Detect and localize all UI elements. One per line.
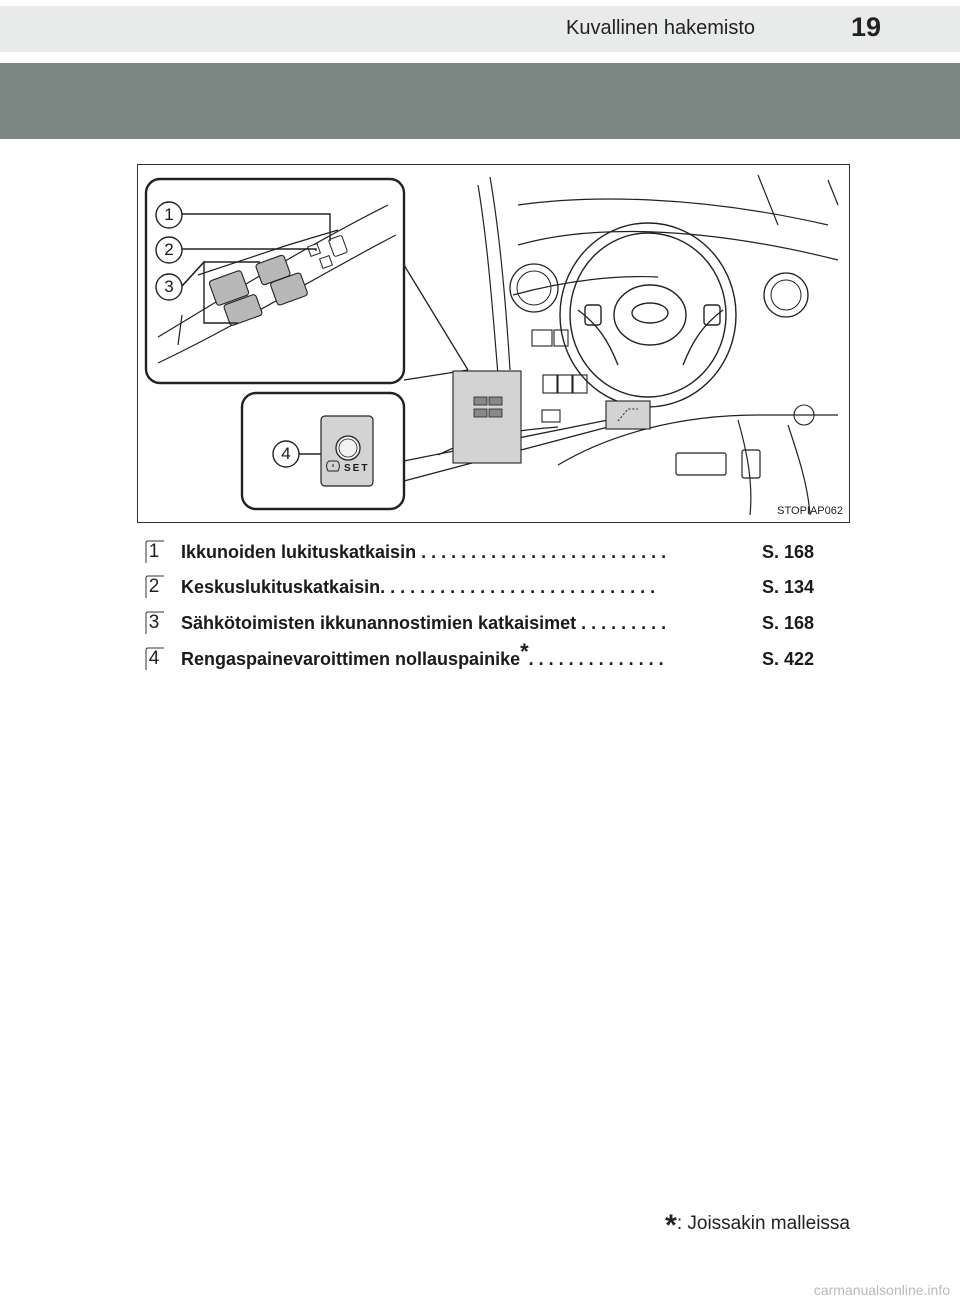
list-item[interactable] <box>140 538 820 566</box>
callout-label-3: 3 <box>164 277 174 296</box>
list-item[interactable] <box>140 639 820 673</box>
item-page-ref[interactable]: S. 168 <box>761 613 814 633</box>
item-number-badge <box>144 539 166 565</box>
item-page-ref[interactable]: S. 422 <box>761 649 814 669</box>
watermark: carmanualsonline.info <box>813 1282 950 1298</box>
item-number-badge <box>144 610 166 636</box>
callout-label-4: 4 <box>281 444 291 463</box>
item-number-badge <box>144 646 166 672</box>
item-label: Ikkunoiden lukituskatkaisin . . . . . . . . . . . . . . . . . . . . . . . . . <box>181 542 667 562</box>
item-number: 3 <box>148 612 160 633</box>
item-number-badge <box>144 574 166 600</box>
callout-label-1: 1 <box>164 205 174 224</box>
list-item[interactable] <box>140 609 820 637</box>
dashboard-drawing <box>138 165 849 522</box>
item-label-text: Rengaspainevaroittimen nollauspainike <box>181 649 521 669</box>
vent-right-inner <box>771 280 801 310</box>
header-band <box>0 63 960 139</box>
item-label-text: Sähkötoimisten ikkunannostimien katkaisimet <box>181 613 577 633</box>
connector-line-upper <box>404 265 468 370</box>
item-number: 2 <box>148 576 160 597</box>
page-number: 19 <box>851 12 882 42</box>
item-asterisk: * <box>520 639 529 664</box>
item-number: 4 <box>148 648 160 669</box>
footnote-star: * <box>665 1209 677 1242</box>
item-label: Keskuslukituskatkaisin. . . . . . . . . . . . . . . . . . . . . . . . . . . . <box>181 577 656 597</box>
dashboard-illustration <box>137 164 850 523</box>
list-item[interactable] <box>140 573 820 601</box>
figure-code: STOPIAP062 <box>777 505 843 517</box>
dashboard-lines <box>438 175 838 515</box>
pedal-brake <box>676 453 726 475</box>
item-label: Sähkötoimisten ikkunannostimien katkaisimet . . . . . . . . . <box>181 613 667 633</box>
footnote-text: : Joissakin malleissa <box>676 1213 850 1234</box>
tpms-button-area <box>606 401 650 429</box>
item-label-text: Ikkunoiden lukituskatkaisin <box>181 542 417 562</box>
tpms-set-label: SET <box>344 463 370 474</box>
pedal-accelerator <box>742 450 760 478</box>
console-switches <box>532 330 587 422</box>
footnote <box>665 1203 850 1242</box>
header-strip <box>0 0 960 52</box>
callout-label-2: 2 <box>164 240 174 259</box>
section-title: Kuvallinen hakemisto <box>566 17 755 39</box>
steering-wheel <box>560 223 736 407</box>
item-label-text: Keskuslukituskatkaisin <box>181 577 381 597</box>
item-page-ref[interactable]: S. 168 <box>761 542 814 562</box>
gauge-left-inner <box>517 271 551 305</box>
tpms-reset-knob <box>336 436 360 460</box>
item-label: Rengaspainevaroittimen nollauspainike*. . . . . . . . . . . . . . <box>181 639 664 669</box>
item-page-ref[interactable]: S. 134 <box>761 577 814 597</box>
header-top-band <box>0 0 960 6</box>
item-number: 1 <box>148 541 160 562</box>
